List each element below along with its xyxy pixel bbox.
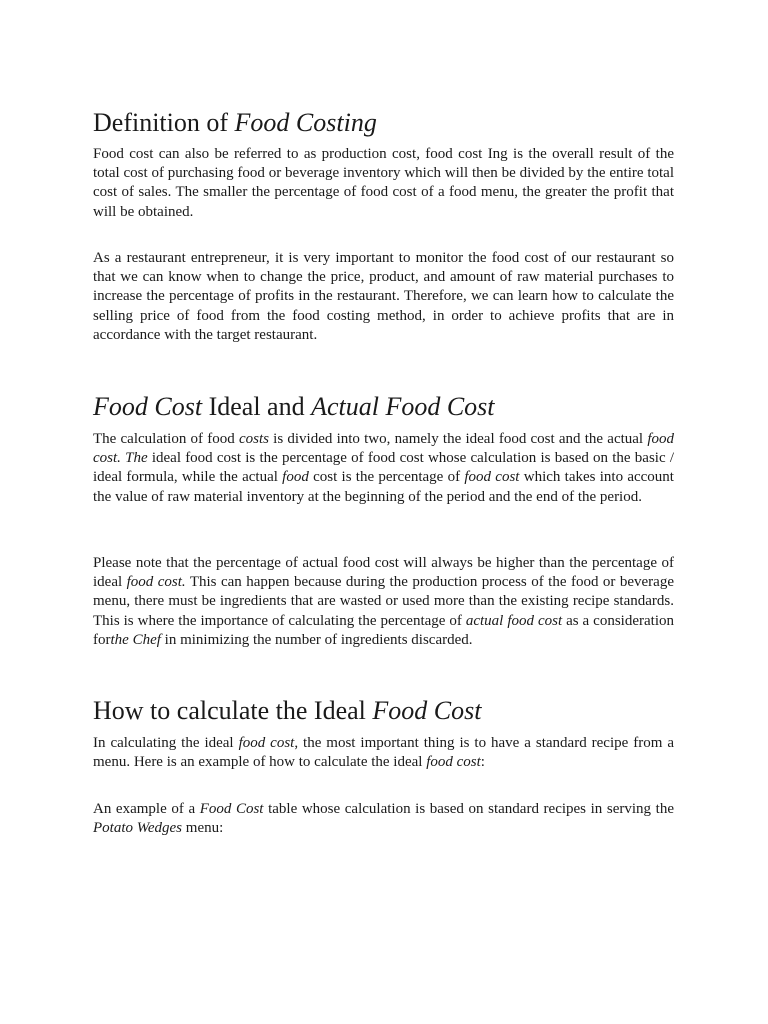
paragraph-calculating-ideal-food-cost <box>93 734 674 772</box>
text-run: in minimizing the number of ingredients discarded. <box>160 631 473 648</box>
heading-italic-text: Food Cost <box>372 696 482 725</box>
section-how-to-calculate-paragraph-1 <box>93 734 674 772</box>
section-definition <box>93 108 674 138</box>
italic-run: actual food cost <box>465 612 563 629</box>
heading-italic-text: Food Costing <box>234 108 377 137</box>
text-run: table whose calculation is based on standard recipes in serving the <box>263 801 674 817</box>
section-ideal-actual-paragraph-1 <box>93 430 674 507</box>
text-run: The calculation of food <box>93 431 239 447</box>
heading-italic-text: Actual Food Cost <box>311 392 495 421</box>
italic-run: costs <box>238 431 269 447</box>
text-run: An example of a <box>93 801 200 817</box>
italic-run: food cost <box>238 735 295 751</box>
heading-how-to-calculate-ideal-food-cost <box>93 696 674 726</box>
italic-run: food cost. The <box>93 431 674 467</box>
section-definition-paragraph-1 <box>93 145 674 222</box>
heading-text: Ideal and <box>202 392 312 421</box>
text-run: which takes into account the value of raw material inventory at the beginning of the period and the end of the period. <box>93 469 674 505</box>
heading-definition-of-food-costing <box>93 108 674 138</box>
italic-run: Food Cost <box>199 801 264 817</box>
text-run: In calculating the ideal <box>93 735 239 751</box>
italic-run: food <box>282 469 309 486</box>
section-definition-paragraph-2 <box>93 249 674 345</box>
paragraph-definition: Food cost can also be referred to as production cost, food cost Ing is the overall result of the total cost of purchasing food or beverage inventory which will then be divided by the entire total cost of sales. The smaller the percentage of food cost of a food menu, the greater the profit that will be obtained. <box>93 146 674 220</box>
heading-food-cost-ideal-and-actual <box>93 392 674 422</box>
paragraph-restaurant-entrepreneur: As a restaurant entrepreneur, it is very important to monitor the food cost of our restaurant so that we can know when to change the price, product, and amount of raw material purchases to increase the percentage of profits in the restaurant. Therefore, we can learn how to calculate the selling price of food from the food costing method, in order to achieve profits that are in accordance with the target restaurant. <box>93 250 674 343</box>
paragraph-please-note <box>93 554 674 650</box>
italic-run: Potato Wedges <box>93 820 183 837</box>
text-run: This can happen because during the production process of the food or beverage menu, there must be ingredients that are wasted or used more than the existing recipe standards. This is where the importance of calculating the percentage of <box>93 574 674 629</box>
italic-run: food cost. <box>126 574 186 591</box>
heading-text: How to calculate the Ideal <box>93 696 373 725</box>
italic-run: the Chef <box>110 631 161 648</box>
section-ideal-actual <box>93 392 674 422</box>
paragraph-calculation-of-food-costs <box>93 430 674 507</box>
paragraph-example-food-cost-table <box>93 800 674 838</box>
text-run: , the most important thing is to have a standard recipe from a menu. Here is an example of how to calculate the ideal <box>93 735 674 771</box>
heading-text: Definition of <box>93 108 235 137</box>
text-run: is divided into two, namely the ideal food cost and the actual <box>268 431 648 447</box>
section-ideal-actual-paragraph-2 <box>93 554 674 650</box>
heading-italic-text: Food Cost <box>93 392 203 421</box>
italic-run: food cost <box>426 754 481 771</box>
section-how-to-calculate-paragraph-2 <box>93 800 674 838</box>
section-how-to-calculate <box>93 696 674 726</box>
text-run: as a consideration for <box>93 612 674 648</box>
text-run: : <box>480 754 485 771</box>
text-run: Please note that the percentage of actual food cost will always be higher than the percentage of ideal <box>93 555 674 591</box>
text-run: menu: <box>182 820 224 837</box>
text-run: cost is the percentage of <box>308 469 465 486</box>
text-run: ideal food cost is the percentage of food cost whose calculation is based on the basic / ideal formula, while the actual <box>93 450 674 486</box>
italic-run: food cost <box>464 469 520 486</box>
